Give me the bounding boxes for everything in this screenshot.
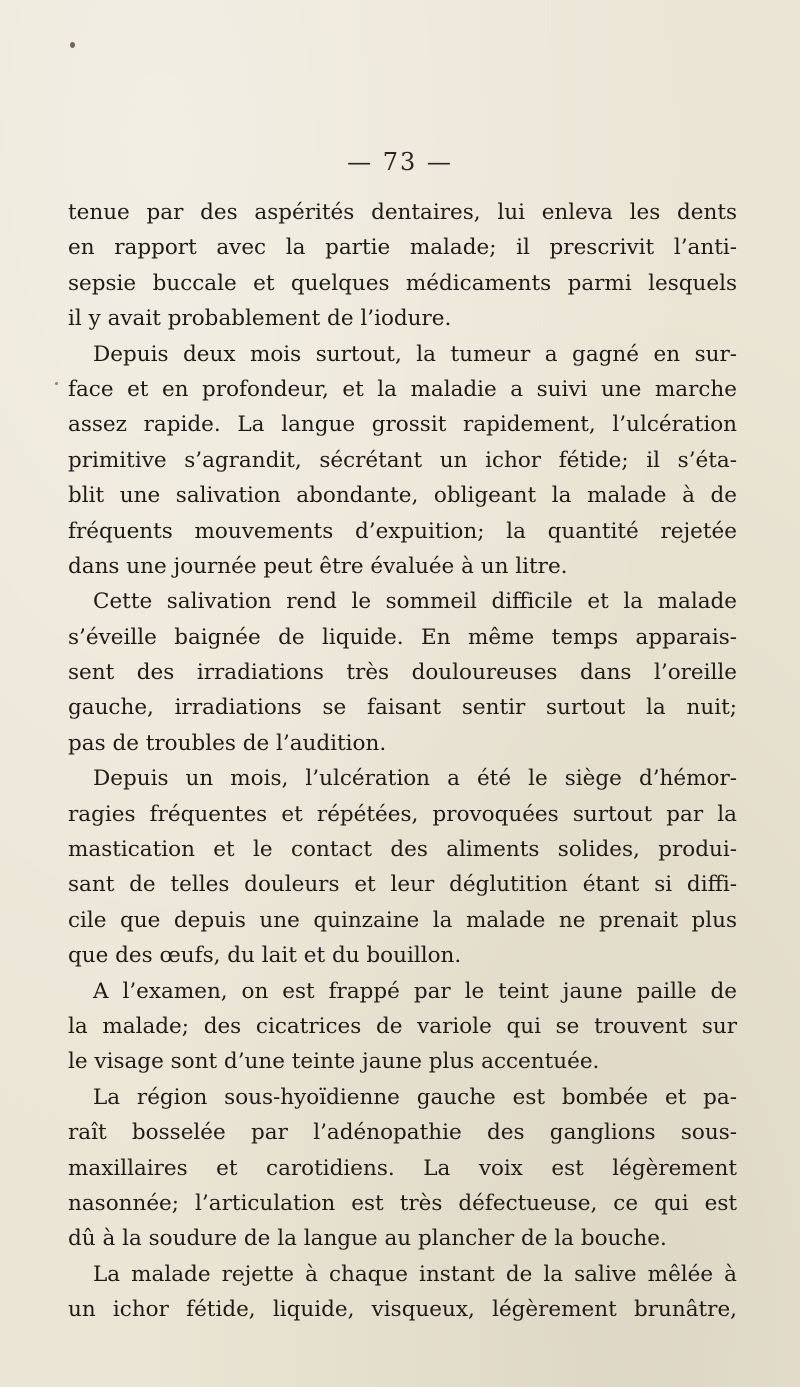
text-line: Depuis deux mois surtout, la tumeur a gagné en sur- xyxy=(93,341,737,367)
paragraph-6 xyxy=(68,1080,737,1257)
text-line: le visage sont d’une teinte jaune plus accentuée. xyxy=(68,1049,600,1075)
text-line: assez rapide. La langue grossit rapidement, l’ulcération xyxy=(68,412,737,438)
ink-spot xyxy=(70,42,75,48)
text-line: que des œufs, du lait et du bouillon. xyxy=(68,943,462,969)
text-line: primitive s’agrandit, sécrétant un ichor fétide; il s’éta- xyxy=(68,447,737,473)
paragraph-7 xyxy=(68,1257,737,1328)
text-line: pas de troubles de l’audition. xyxy=(68,730,387,756)
text-line: fréquents mouvements d’expuition; la quantité rejetée xyxy=(68,518,737,544)
text-line: dans une journée peut être évaluée à un litre. xyxy=(68,553,568,579)
text-line: A l’examen, on est frappé par le teint jaune paille de xyxy=(93,978,737,1004)
text-line: maxillaires et carotidiens. La voix est légèrement xyxy=(68,1155,737,1181)
text-line: sepsie buccale et quelques médicaments parmi lesquels xyxy=(68,270,737,296)
text-line: Depuis un mois, l’ulcération a été le siège d’hémor- xyxy=(93,766,737,792)
text-line: sant de telles douleurs et leur déglutition étant si diffi- xyxy=(68,872,737,898)
text-line: ragies fréquentes et répétées, provoquées surtout par la xyxy=(68,801,737,827)
text-line: dû à la soudure de la langue au plancher de la bouche. xyxy=(68,1226,667,1252)
text-line: blit une salivation abondante, obligeant la malade à de xyxy=(68,483,737,509)
text-line: gauche, irradiations se faisant sentir surtout la nuit; xyxy=(68,695,737,721)
text-line: il y avait probablement de l’iodure. xyxy=(68,306,452,332)
text-line: mastication et le contact des aliments solides, produi- xyxy=(68,837,737,863)
text-line: cile que depuis une quinzaine la malade ne prenait plus xyxy=(68,907,737,933)
paragraph-4 xyxy=(68,761,737,973)
text-line: sent des irradiations très douloureuses dans l’oreille xyxy=(68,660,737,686)
text-line: face et en profondeur, et la maladie a suivi une marche xyxy=(68,376,737,402)
text-line: en rapport avec la partie malade; il prescrivit l’anti- xyxy=(68,235,737,261)
margin-speck xyxy=(55,382,58,385)
text-line: un ichor fétide, liquide, visqueux, légèrement brunâtre, xyxy=(68,1297,737,1323)
page-number: — 73 — xyxy=(347,148,453,176)
text-line: La malade rejette à chaque instant de la salive mêlée à xyxy=(93,1261,737,1287)
paragraph-2 xyxy=(68,337,737,585)
paragraph-3 xyxy=(68,584,737,761)
text-line: tenue par des aspérités dentaires, lui enleva les dents xyxy=(68,200,737,225)
text-line: La région sous-hyoïdienne gauche est bombée et pa- xyxy=(93,1084,737,1110)
text-line: s’éveille baignée de liquide. En même temps apparais- xyxy=(68,624,737,650)
text-line: Cette salivation rend le sommeil difficile et la malade xyxy=(93,589,737,615)
text-line: la malade; des cicatrices de variole qui se trouvent sur xyxy=(68,1013,737,1039)
body-text xyxy=(68,195,737,1328)
text-line: nasonnée; l’articulation est très défectueuse, ce qui est xyxy=(68,1190,737,1216)
text-line: raît bosselée par l’adénopathie des ganglions sous- xyxy=(68,1120,737,1146)
paragraph-5 xyxy=(68,974,737,1080)
paragraph-1 xyxy=(68,195,737,337)
